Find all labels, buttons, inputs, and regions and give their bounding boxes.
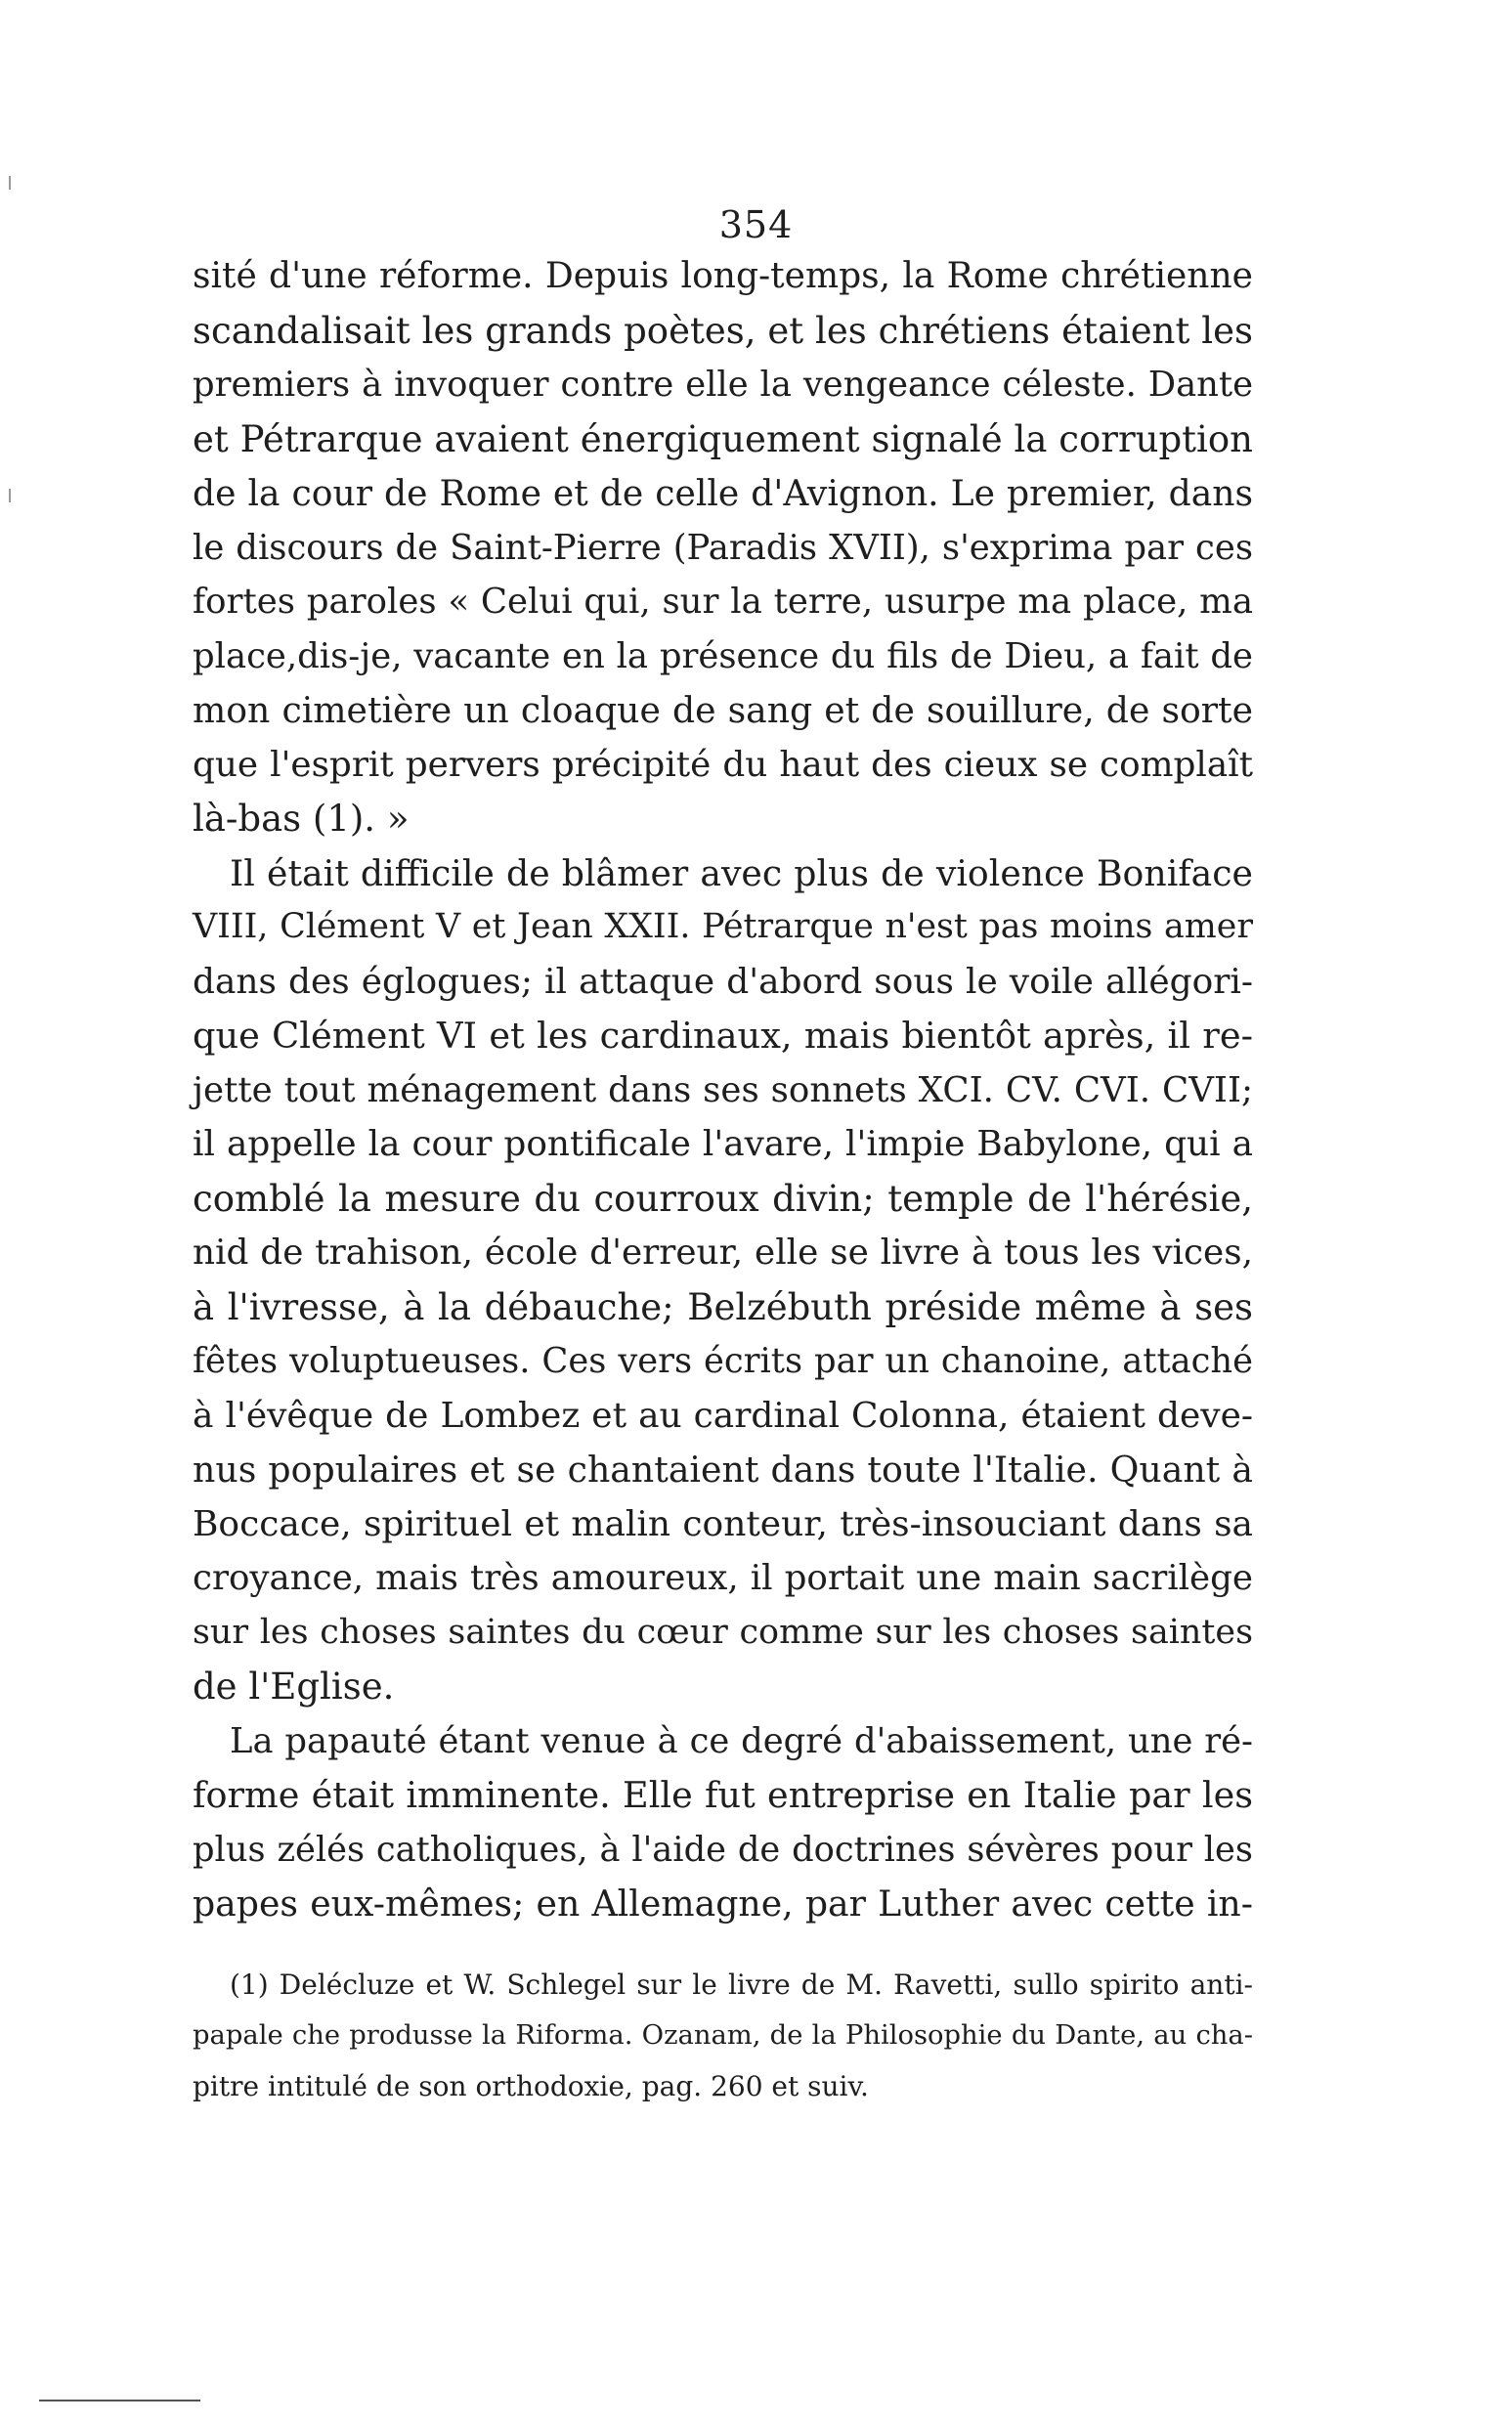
text-line: à l'évêque de Lombez et au cardinal Colonna, étaient deve- (193, 1395, 1253, 1436)
body-text (193, 249, 1253, 1931)
text-line: croyance, mais très amoureux, il portait une main sacrilège (193, 1558, 1253, 1598)
paragraph-end-line: là-bas (1). » (193, 798, 410, 840)
text-line: il appelle la cour pontificale l'avare, l'impie Babylone, qui a (193, 1124, 1253, 1164)
text-line: à l'ivresse, à la débauche; Belzébuth préside même à ses (193, 1285, 1253, 1328)
bottom-rule (39, 2400, 200, 2401)
text-line: scandalisait les grands poètes, et les chrétiens étaient les (193, 309, 1253, 352)
text-line: VIII, Clément V et Jean XXII. Pétrarque n'est pas moins amer (193, 907, 1253, 946)
text-line: papes eux-mêmes; en Allemagne, par Luther avec cette in- (193, 1882, 1253, 1925)
text-line: que Clément VI et les cardinaux, mais bientôt après, il re- (193, 1015, 1253, 1057)
text-line: fêtes voluptueuses. Ces vers écrits par un chanoine, attaché (193, 1341, 1253, 1381)
text-line: premiers à invoquer contre elle la vengeance céleste. Dante (193, 365, 1253, 405)
page-number: 354 (718, 203, 794, 246)
text-line: le discours de Saint-Pierre (Paradis XVII), s'exprima par ces (193, 527, 1253, 568)
paragraph-start-line: Il était difficile de blâmer avec plus de violence Boniface (230, 851, 1253, 894)
text-line: que l'esprit pervers précipité du haut des cieux se complaît (193, 744, 1253, 785)
text-line: et Pétrarque avaient énergiquement signalé la corruption (193, 417, 1253, 460)
text-line: nus populaires et se chantaient dans toute l'Italie. Quant à (193, 1449, 1253, 1491)
text-line: mon cimetière un cloaque de sang et de souillure, de sorte (193, 689, 1253, 731)
text-line: place,dis-je, vacante en la présence du fils de Dieu, a fait de (193, 635, 1253, 676)
margin-speck (9, 176, 11, 190)
text-line: de la cour de Rome et de celle d'Avignon. Le premier, dans (193, 472, 1253, 514)
text-line: comblé la mesure du courroux divin; temple de l'hérésie, (193, 1177, 1253, 1220)
text-line: jette tout ménagement dans ses sonnets XCI. CV. CVI. CVII; (193, 1069, 1253, 1110)
margin-speck (9, 489, 11, 502)
text-line: plus zélés catholiques, à l'aide de doctrines sévères pour les (193, 1829, 1253, 1870)
text-line: forme était imminente. Elle fut entreprise en Italie par les (193, 1774, 1253, 1816)
footnote-line: (1) Delécluze et W. Schlegel sur le livre de M. Ravetti, sullo spirito anti- (230, 1969, 1253, 2001)
text-line: Boccace, spirituel et malin conteur, très-insouciant dans sa (193, 1503, 1253, 1544)
paragraph-end-line: de l'Eglise. (193, 1666, 395, 1708)
footnote (193, 1960, 1253, 2112)
text-line: sur les choses saintes du cœur comme sur les choses saintes (193, 1612, 1253, 1652)
footnote-line: pitre intitulé de son orthodoxie, pag. 260 et suiv. (193, 2070, 869, 2102)
text-line: dans des églogues; il attaque d'abord sous le voile allégori- (193, 961, 1253, 1002)
text-line: sité d'une réforme. Depuis long-temps, la Rome chrétienne (193, 256, 1253, 296)
paragraph-start-line: La papauté étant venue à ce degré d'abaissement, une ré- (230, 1720, 1253, 1761)
text-line: nid de trahison, école d'erreur, elle se livre à tous les vices, (193, 1233, 1253, 1273)
footnote-line: papale che produsse la Riforma. Ozanam, de la Philosophie du Dante, au cha- (193, 2020, 1253, 2051)
text-line: fortes paroles « Celui qui, sur la terre, usurpe ma place, ma (193, 582, 1253, 622)
